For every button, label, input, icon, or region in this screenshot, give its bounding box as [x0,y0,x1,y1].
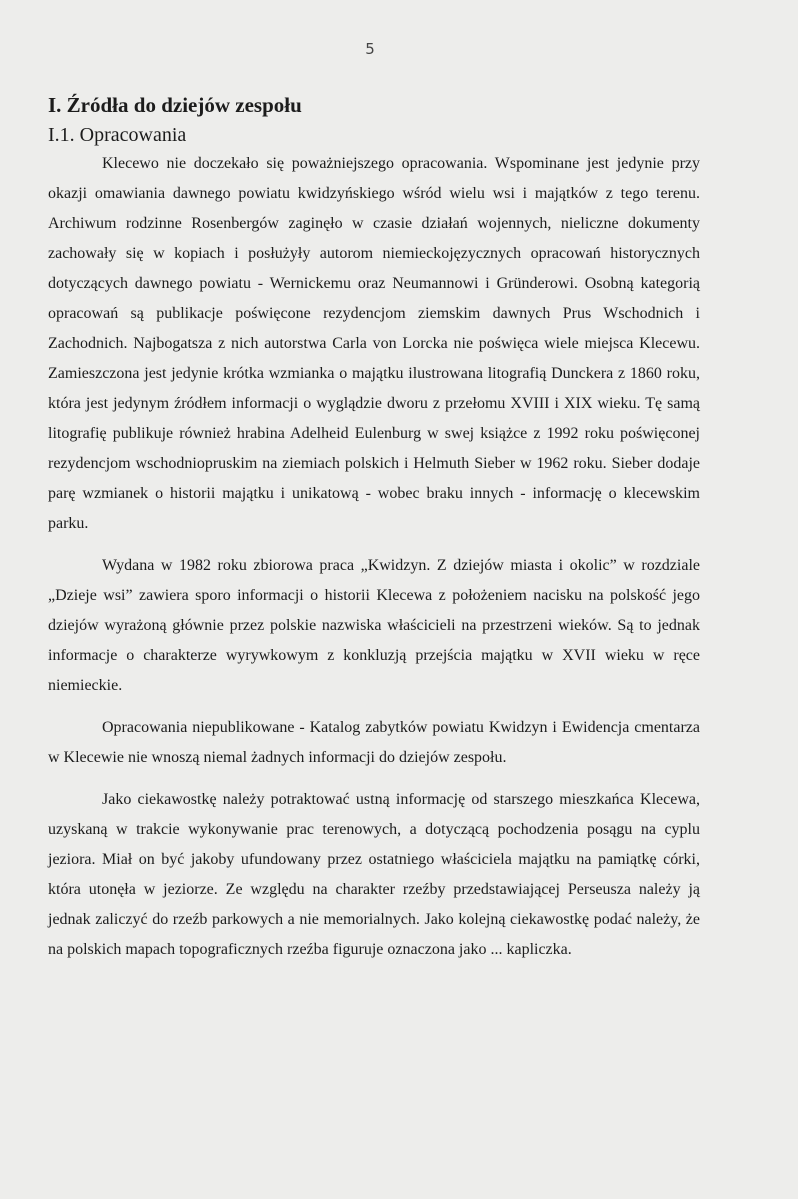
paragraph-4: Jako ciekawostkę należy potraktować ustną informację od starszego mieszkańca Klecewa, uzyskaną w trakcie wykonywanie prac terenowych, a dotyczącą pochodzenia posągu na cyplu jeziora. Miał on być jakoby ufundowany przez ostatniego właściciela majątku na pamiątkę córki, która utonęła w jeziorze. Ze względu na charakter rzeźby przedstawiającej Perseusza należy ją jednak zaliczyć do rzeźb parkowych a nie memorialnych. Jako kolejną ciekawostkę podać należy, że na polskich mapach topograficznych rzeźba figuruje oznaczona jako ... kapliczka. [48,791,700,958]
section-heading: I. Źródła do dziejów zespołu [48,93,302,117]
paragraph-1: Klecewo nie doczekało się poważniejszego opracowania. Wspominane jest jedynie przy okazji omawiania dawnego powiatu kwidzyńskiego wśród wielu wsi i majątków z tego terenu. Archiwum rodzinne Rosenbergów zaginęło w czasie działań wojennych, nieliczne dokumenty zachowały się w kopiach i posłużyły autorom niemieckojęzycznych opracowań historycznych dotyczących dawnego powiatu - Wernickemu oraz Neumannowi i Gründerowi. Osobną kategorią opracowań są publikacje poświęcone rezydencjom ziemskim dawnych Prus Wschodnich i Zachodnich. Najbogatsza z nich autorstwa Carla von Lorcka nie poświęca wiele miejsca Klecewu. Zamieszczona jest jedynie krótka wzmianka o majątku ilustrowana litografią Dunckera z 1860 roku, która jest jedynym źródłem informacji o wyglądzie dworu z przełomu XVIII i XIX wieku. Tę samą litografię publikuje również hrabina Adelheid Eulenburg w swej książce z 1992 roku poświęconej rezydencjom wschodniopruskim na ziemiach polskich i Helmuth Sieber w 1962 roku. Sieber dodaje parę wzmianek o historii majątku i unikatową - wobec braku innych - informację o klecewskim parku. [48,155,700,532]
body-text [48,149,700,965]
subsection-heading: I.1. Opracowania [48,124,187,146]
page-number: 5 [365,40,375,58]
paragraph-3: Opracowania niepublikowane - Katalog zabytków powiatu Kwidzyn i Ewidencja cmentarza w Klecewie nie wnoszą niemal żadnych informacji do dziejów zespołu. [48,719,700,766]
paragraph-2: Wydana w 1982 roku zbiorowa praca „Kwidzyn. Z dziejów miasta i okolic” w rozdziale „Dzieje wsi” zawiera sporo informacji o historii Klecewa z położeniem nacisku na polskość jego dziejów wyrażoną głównie przez polskie nazwiska właścicieli na przestrzeni wieków. Są to jednak informacje o charakterze wyrywkowym z konkluzją przejścia majątku w XVII wieku w ręce niemieckie. [48,557,700,694]
